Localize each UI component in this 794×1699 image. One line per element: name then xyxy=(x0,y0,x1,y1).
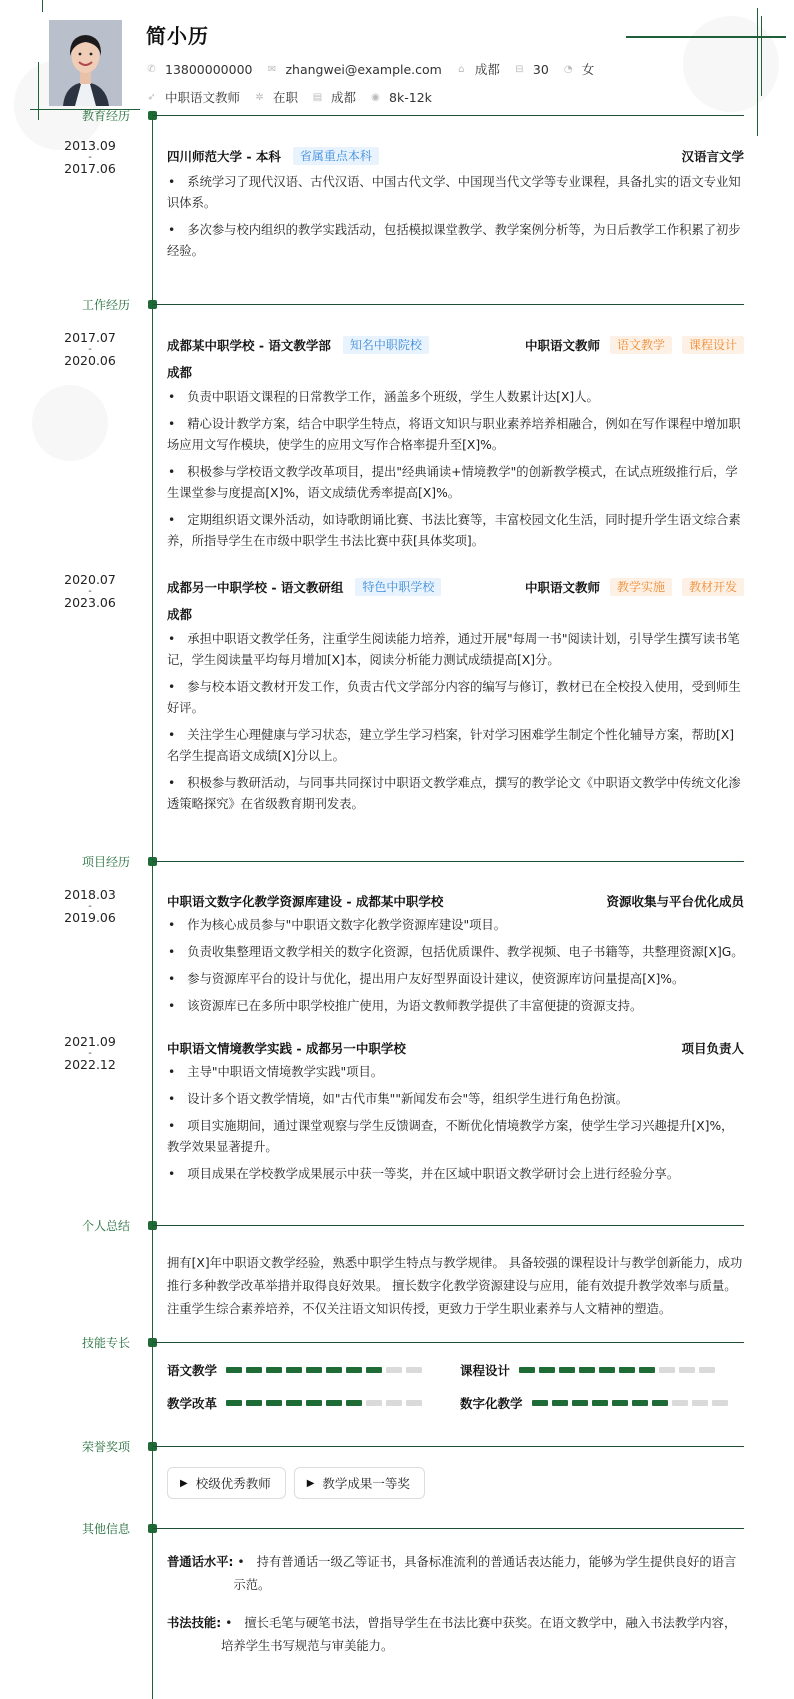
list-item: • 多次参与校内组织的教学实践活动，包括模拟课堂教学、教学案例分析等，为日后教学工作积累了初步经验。 xyxy=(167,220,744,262)
section-summary-header xyxy=(0,1219,794,1233)
work-entry xyxy=(167,335,744,558)
skill-item: 数字化教学 xyxy=(460,1394,732,1412)
skill-segment xyxy=(366,1367,382,1373)
skill-segment xyxy=(326,1367,342,1373)
skill-segment xyxy=(386,1367,402,1373)
section-skills-header xyxy=(0,1336,794,1350)
salary-icon: ◉ xyxy=(371,91,380,103)
section-divider xyxy=(152,1528,744,1529)
skill-segment xyxy=(246,1367,262,1373)
list-item: • 该资源库已在多所中职学校推广使用，为语文教师教学提供了丰富便捷的资源支持。 xyxy=(167,996,744,1017)
skill-segment xyxy=(532,1400,548,1406)
job-role: 中职语文教师 xyxy=(524,338,600,353)
section-title: 荣誉奖项 xyxy=(81,1440,130,1454)
contact-email[interactable]: ✉ zhangwei@example.com xyxy=(267,61,442,77)
list-item: • 承担中职语文教学任务，注重学生阅读能力培养，通过开展"每周一书"阅读计划，引导学生撰写读书笔记，学生阅读量平均每月增加[X]本，阅读分析能力测试成绩提高[X]分。 xyxy=(167,629,744,671)
skill-segment xyxy=(406,1400,422,1406)
skill-segment xyxy=(652,1400,668,1406)
project-role: 资源收集与平台优化成员 xyxy=(606,894,744,909)
intent-position: ➶ 中职语文教师 xyxy=(147,90,241,105)
phone-icon: ✆ xyxy=(147,63,156,75)
contact-age: ⊟ 30 xyxy=(515,61,549,77)
list-item: • 系统学习了现代汉语、古代汉语、中国古代文学、中国现当代文学等专业课程，具备扎实的语文专业知识体系。 xyxy=(167,172,744,214)
skill-segment xyxy=(552,1400,568,1406)
list-item: • 积极参与教研活动，与同事共同探讨中职语文教学难点，撰写的教学论文《中职语文教学中传统文化渗透策略探究》在省级教育期刊发表。 xyxy=(167,773,744,815)
other-info-item xyxy=(167,1612,744,1658)
list-item: • 定期组织语文课外活动，如诗歌朗诵比赛、书法比赛等，丰富校园文化生活，同时提升学生语文综合素养，所指导学生在市级中职学生书法比赛中获[具体奖项]。 xyxy=(167,510,744,552)
section-title: 项目经历 xyxy=(81,855,130,869)
skill-segment xyxy=(366,1400,382,1406)
contact-gender: ◔ 女 xyxy=(563,62,595,77)
date-range: 2020.07 - 2023.06 xyxy=(64,572,116,610)
company-tag: 知名中职院校 xyxy=(343,336,429,354)
skill-segment xyxy=(406,1367,422,1373)
work-location: 成都 xyxy=(167,607,193,622)
project-name: 中职语文数字化教学资源库建设 - 成都某中职学校 xyxy=(167,894,444,909)
skill-segment xyxy=(712,1400,728,1406)
section-divider xyxy=(152,1225,744,1226)
skill-segment xyxy=(579,1367,595,1373)
section-title: 其他信息 xyxy=(81,1522,130,1536)
list-item: • 参与资源库平台的设计与优化，提出用户友好型界面设计建议，使资源库访问量提高[X]%。 xyxy=(167,969,744,990)
other-info-label: 书法技能: xyxy=(167,1616,222,1630)
skill-segment xyxy=(519,1367,535,1373)
list-item: • 负责收集整理语文教学相关的数字化资源，包括优质课件、教学视频、电子书籍等，共整理资源[X]G。 xyxy=(167,942,744,963)
date-range: 2017.07 - 2020.06 xyxy=(64,330,116,368)
skill-segment xyxy=(699,1367,715,1373)
gender-icon: ◔ xyxy=(563,63,573,75)
skill-level-bar xyxy=(519,1367,719,1373)
play-triangle-icon: ▶ xyxy=(306,1477,315,1489)
list-item: • 项目实施期间，通过课堂观察与学生反馈调查，不断优化情境教学方案，使学生学习兴趣提升[X]%，教学效果显著提升。 xyxy=(167,1116,744,1158)
skill-segment xyxy=(659,1367,675,1373)
section-title: 工作经历 xyxy=(81,298,130,312)
profile-photo-icon xyxy=(49,20,122,106)
section-title: 技能专长 xyxy=(81,1336,130,1350)
skill-segment xyxy=(286,1367,302,1373)
status-icon: ✲ xyxy=(255,91,264,103)
list-item: • 项目成果在学校教学成果展示中获一等奖，并在区域中职语文教学研讨会上进行经验分享。 xyxy=(167,1164,744,1185)
contact-phone: ✆ 13800000000 xyxy=(147,61,253,77)
other-info-item xyxy=(167,1551,744,1597)
date-range: 2018.03 - 2019.06 xyxy=(64,887,116,925)
list-item: • 作为核心成员参与"中职语文数字化教学资源库建设"项目。 xyxy=(167,915,744,936)
award-chip[interactable]: ▶ 校级优秀教师 xyxy=(167,1467,286,1499)
project-entry xyxy=(167,1038,744,1191)
role-tag: 语文教学 xyxy=(610,336,672,354)
list-item: • 参与校本语文教材开发工作，负责古代文学部分内容的编写与修订，教材已在全校投入使用，受到师生好评。 xyxy=(167,677,744,719)
home-icon: ⌂ xyxy=(458,63,465,75)
role-tag: 课程设计 xyxy=(682,336,744,354)
work-entry xyxy=(167,577,744,821)
skill-segment xyxy=(346,1400,362,1406)
skill-segment xyxy=(286,1400,302,1406)
skill-segment xyxy=(679,1367,695,1373)
other-info-label: 普通话水平: xyxy=(167,1555,234,1569)
list-item: • 主导"中职语文情境教学实践"项目。 xyxy=(167,1062,744,1083)
skill-segment xyxy=(226,1367,242,1373)
skill-segment xyxy=(266,1367,282,1373)
skill-segment xyxy=(386,1400,402,1406)
skill-item: 教学改革 xyxy=(167,1394,426,1412)
list-item: • 负责中职语文课程的日常教学工作，涵盖多个班级，学生人数累计达[X]人。 xyxy=(167,387,744,408)
skill-segment xyxy=(572,1400,588,1406)
skill-segment xyxy=(619,1367,635,1373)
skill-segment xyxy=(346,1367,362,1373)
skill-segment xyxy=(632,1400,648,1406)
job-role: 中职语文教师 xyxy=(524,580,600,595)
skill-segment xyxy=(326,1400,342,1406)
timeline-line xyxy=(152,112,153,1699)
project-name: 中职语文情境教学实践 - 成都另一中职学校 xyxy=(167,1041,406,1056)
school-tag: 省属重点本科 xyxy=(293,147,379,165)
list-item: • 关注学生心理健康与学习状态，建立学生学习档案，针对学习困难学生制定个性化辅导方案，帮助[X]名学生提高语文成绩[X]分以上。 xyxy=(167,725,744,767)
section-work-header xyxy=(0,298,794,312)
skill-segment xyxy=(592,1400,608,1406)
list-item: • 设计多个语文教学情境，如"古代市集""新闻发布会"等，组织学生进行角色扮演。 xyxy=(167,1089,744,1110)
candidate-name: 简小历 xyxy=(146,24,209,48)
project-entry xyxy=(167,891,744,1023)
education-entry xyxy=(167,146,744,268)
intent-status: ✲ 在职 xyxy=(255,90,299,105)
company-name: 成都某中职学校 - 语文教学部 xyxy=(167,338,331,353)
major: 汉语言文学 xyxy=(681,149,744,164)
company-name: 成都另一中职学校 - 语文教研组 xyxy=(167,580,344,595)
skill-segment xyxy=(639,1367,655,1373)
list-item: • 精心设计教学方案，结合中职学生特点，将语文知识与职业素养培养相融合，例如在写作课程中增加职场应用文写作模块，使学生的应用文写作合格率提升至[X]%。 xyxy=(167,414,744,456)
skill-segment xyxy=(266,1400,282,1406)
building-icon: ▤ xyxy=(312,91,323,103)
send-icon: ➶ xyxy=(147,91,156,103)
school-name: 四川师范大学 - 本科 xyxy=(167,149,281,164)
skill-segment xyxy=(559,1367,575,1373)
skill-item: 语文教学 xyxy=(167,1361,426,1379)
contact-city: ⌂ 成都 xyxy=(456,60,500,78)
section-divider xyxy=(152,1342,744,1343)
section-divider xyxy=(152,304,744,305)
skill-segment xyxy=(306,1367,322,1373)
date-range: 2013.09 - 2017.06 xyxy=(64,138,116,176)
skill-segment xyxy=(692,1400,708,1406)
date-range: 2021.09 - 2022.12 xyxy=(64,1034,116,1072)
role-tag: 教材开发 xyxy=(682,578,744,596)
avatar xyxy=(49,20,122,106)
skill-segment xyxy=(246,1400,262,1406)
section-divider xyxy=(152,1446,744,1447)
skill-segment xyxy=(539,1367,555,1373)
skill-item: 课程设计 xyxy=(460,1361,719,1379)
skill-segment xyxy=(672,1400,688,1406)
company-tag: 特色中职学校 xyxy=(355,578,441,596)
age-icon: ⊟ xyxy=(515,63,524,75)
skill-segment xyxy=(612,1400,628,1406)
intent-salary: ◉ 8k-12k xyxy=(371,89,432,105)
skill-level-bar xyxy=(226,1367,426,1373)
section-divider xyxy=(152,115,744,116)
section-divider xyxy=(152,861,744,862)
skill-segment xyxy=(599,1367,615,1373)
project-role: 项目负责人 xyxy=(681,1041,744,1056)
section-title: 教育经历 xyxy=(81,109,130,123)
section-projects-header xyxy=(0,855,794,869)
skill-level-bar xyxy=(532,1400,732,1406)
section-awards-header xyxy=(0,1440,794,1454)
other-info-text: • 擅长毛笔与硬笔书法，曾指导学生在书法比赛中获奖。在语文教学中，融入书法教学内容，培养学生书写规范与审美能力。 xyxy=(221,1612,744,1658)
play-triangle-icon: ▶ xyxy=(180,1477,188,1489)
summary-text: 拥有[X]年中职语文教学经验，熟悉中职学生特点与教学规律。 具备较强的课程设计与教学创新能力，成功推行多种教学改革举措并取得良好效果。 擅长数字化教学资源建设与应用，能有效提升教学效率与质量。 注重学生综合素养培养，不仅关注语文知识传授，更致力于学生职业素养与人文精神的塑造。 xyxy=(167,1256,743,1316)
contact-row xyxy=(146,60,608,78)
other-info-text: • 持有普通话一级乙等证书，具备标准流利的普通话表达能力，能够为学生提供良好的语言示范。 xyxy=(233,1551,744,1597)
section-title: 个人总结 xyxy=(81,1219,130,1233)
list-item: • 积极参与学校语文教学改革项目，提出"经典诵读+情境教学"的创新教学模式，在试点班级推行后，学生课堂参与度提高[X]%，语文成绩优秀率提高[X]%。 xyxy=(167,462,744,504)
intent-city: ▤ 成都 xyxy=(312,90,357,105)
skill-level-bar xyxy=(226,1400,426,1406)
award-chip[interactable]: ▶ 教学成果一等奖 xyxy=(294,1467,425,1499)
work-location: 成都 xyxy=(167,365,193,380)
section-education-header xyxy=(0,109,794,123)
intent-row xyxy=(146,88,446,106)
awards-list xyxy=(167,1467,433,1499)
role-tag: 教学实施 xyxy=(610,578,672,596)
mail-icon: ✉ xyxy=(267,63,277,75)
skill-segment xyxy=(306,1400,322,1406)
section-other-header xyxy=(0,1522,794,1536)
skill-segment xyxy=(226,1400,242,1406)
